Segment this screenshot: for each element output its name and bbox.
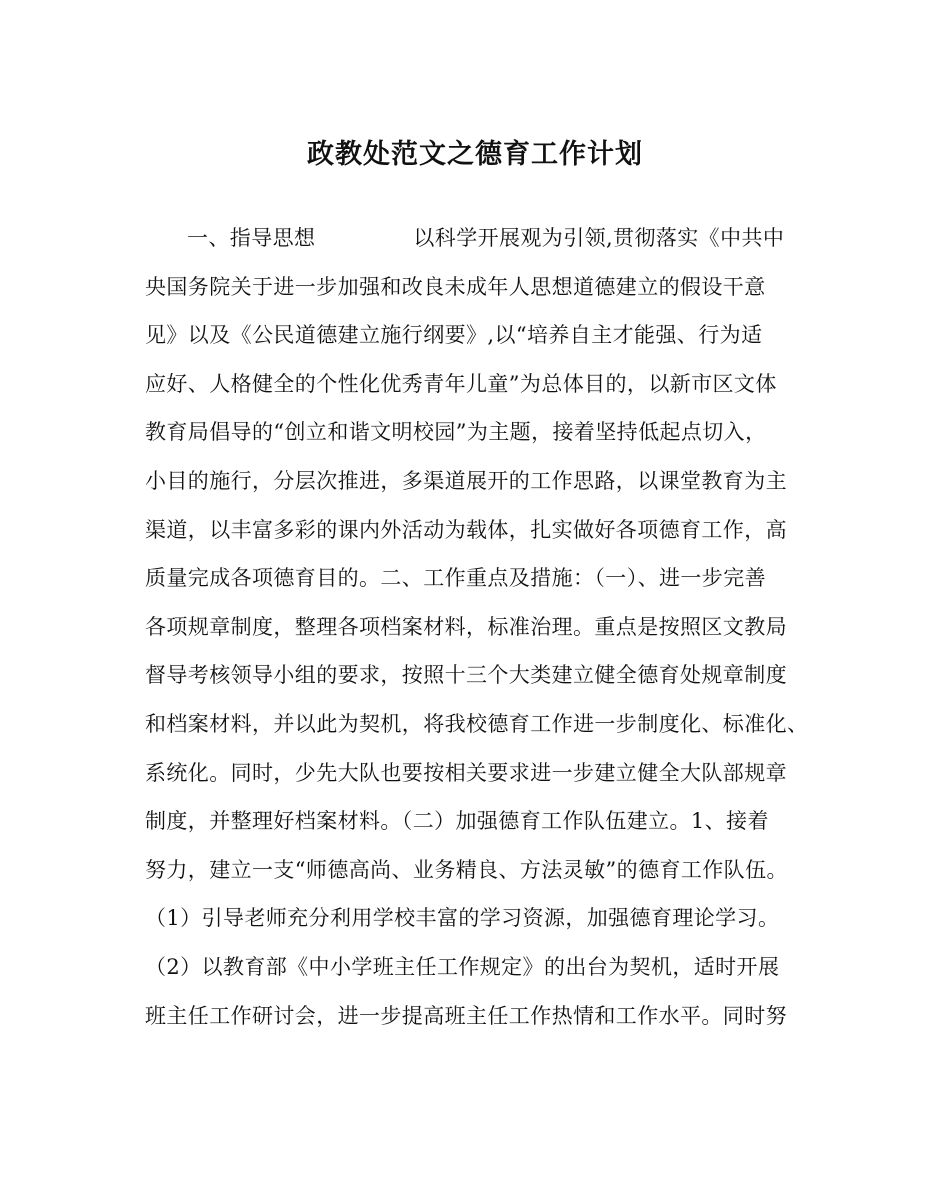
paragraph-line: 系统化。同时，少先大队也要按相关要求进一步建立健全大队部规章 [145, 760, 787, 785]
paragraph-line: 制度，并整理好档案材料。（二）加强德育工作队伍建立。1、接着 [145, 809, 769, 834]
paragraph-line: 努力，建立一支“师德高尚、业务精良、方法灵敏”的德育工作队伍。 [145, 857, 788, 882]
paragraph-line: 应好、人格健全的个性化优秀青年儿童”为总体目的，以新市区文体 [145, 371, 777, 396]
paragraph-line: 质量完成各项德育目的。二、工作重点及措施：（一）、进一步完善 [145, 566, 766, 591]
document-body [145, 223, 825, 1049]
paragraph-line: 教育局倡导的“创立和谐文明校园”为主题，接着坚持低起点切入， [145, 420, 767, 445]
paragraph-line: 班主任工作研讨会，进一步提高班主任工作热情和工作水平。同时努 [145, 1003, 787, 1028]
paragraph-line: 见》以及《公民道德建立施行纲要》,以“培养自主才能强、行为适 [145, 323, 763, 348]
paragraph-line: 央国务院关于进一步加强和改良未成年人思想道德建立的假设干意 [145, 274, 766, 299]
paragraph-line: 小目的施行，分层次推进，多渠道展开的工作思路，以课堂教育为主 [145, 468, 787, 493]
paragraph-line: （1）引导老师充分利用学校丰富的学习资源，加强德育理论学习。 [145, 906, 780, 931]
paragraph-line-first [145, 223, 825, 272]
section-heading: 一、指导思想 [187, 226, 316, 250]
paragraph-line: （2）以教育部《中小学班主任工作规定》的出台为契机，适时开展 [145, 954, 780, 979]
paragraph-line: 督导考核领导小组的要求，按照十三个大类建立健全德育处规章制度 [145, 663, 787, 688]
paragraph-line: 渠道，以丰富多彩的课内外活动为载体，扎实做好各项德育工作，高 [145, 517, 787, 542]
paragraph-text: 以科学开展观为引领,贯彻落实《中共中 [413, 226, 785, 250]
document-title: 政教处范文之德育工作计划 [307, 139, 643, 170]
paragraph-line: 各项规章制度，整理各项档案材料，标准治理。重点是按照区文教局 [145, 614, 787, 639]
paragraph-line: 和档案材料，并以此为契机，将我校德育工作进一步制度化、标准化、 [145, 711, 809, 736]
